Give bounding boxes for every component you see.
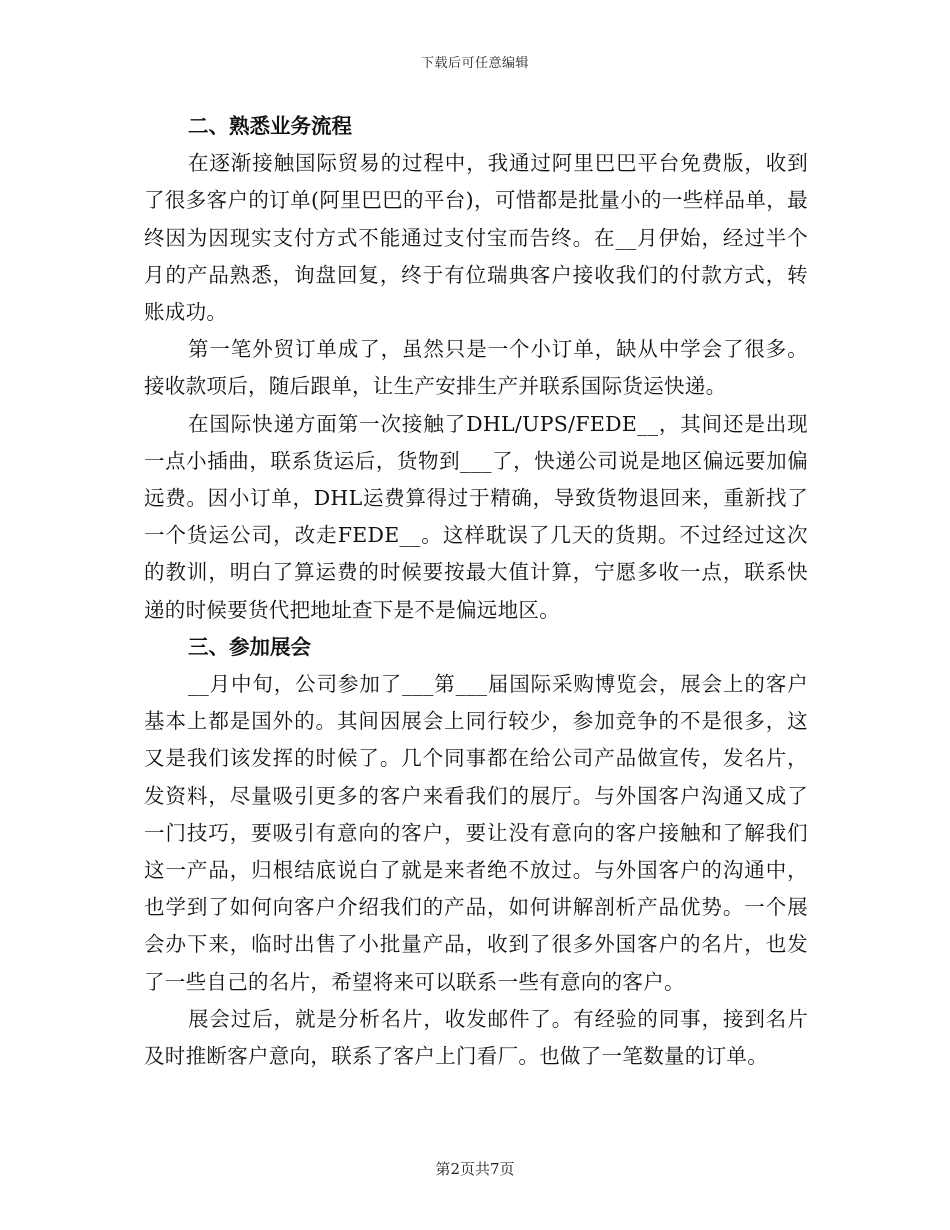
page-footer: 第2页共7页 (435, 1160, 515, 1178)
document-body (144, 108, 808, 1075)
paragraph: 在逐渐接触国际贸易的过程中，我通过阿里巴巴平台免费版，收到了很多客户的订单(阿里巴巴的平台)，可惜都是批量小的一些样品单，最终因为因现实支付方式不能通过支付宝而告终。在__月伊始，经过半个月的产品熟悉，询盘回复，终于有位瑞典客户接收我们的付款方式，转账成功。 (144, 151, 808, 325)
section-heading-business-process: 二、熟悉业务流程 (188, 114, 352, 138)
paragraph: 在国际快递方面第一次接触了DHL/UPS/FEDE__，其间还是出现一点小插曲，联系货运后，货物到___了，快递公司说是地区偏远要加偏远费。因小订单，DHL运费算得过于精确，导致货物退回来，重新找了一个货运公司，改走FEDE__。这样耽误了几天的货期。不过经过这次的教训，明白了算运费的时候要按最大值计算，宁愿多收一点，联系快递的时候要货代把地址查下是不是偏远地区。 (144, 411, 808, 622)
paragraph: 第一笔外贸订单成了，虽然只是一个小订单，缺从中学会了很多。接收款项后，随后跟单，让生产安排生产并联系国际货运快递。 (144, 337, 808, 399)
section-heading-exhibition: 三、参加展会 (188, 634, 311, 659)
paragraph: 展会过后，就是分析名片，收发邮件了。有经验的同事，接到名片及时推断客户意向，联系了客户上门看厂。也做了一笔数量的订单。 (144, 1006, 808, 1069)
paragraph: __月中旬，公司参加了___第___届国际采购博览会，展会上的客户基本上都是国外的。其间因展会上同行较少，参加竞争的不是很多，这又是我们该发挥的时候了。几个同事都在给公司产品做宣传，发名片，发资料，尽量吸引更多的客户来看我们的展厅。与外国客户沟通又成了一门技巧，要吸引有意向的客户，要让没有意向的客户接触和了解我们这一产品，归根结底说白了就是来者绝不放过。与外国客户的沟通中，也学到了如何向客户介绍我们的产品，如何讲解剖析产品优势。一个展会办下来，临时出售了小批量产品，收到了很多外国客户的名片，也发了一些自己的名片，希望将来可以联系一些有意向的客户。 (144, 672, 808, 994)
page-header: 下载后可任意编辑 (420, 56, 529, 71)
